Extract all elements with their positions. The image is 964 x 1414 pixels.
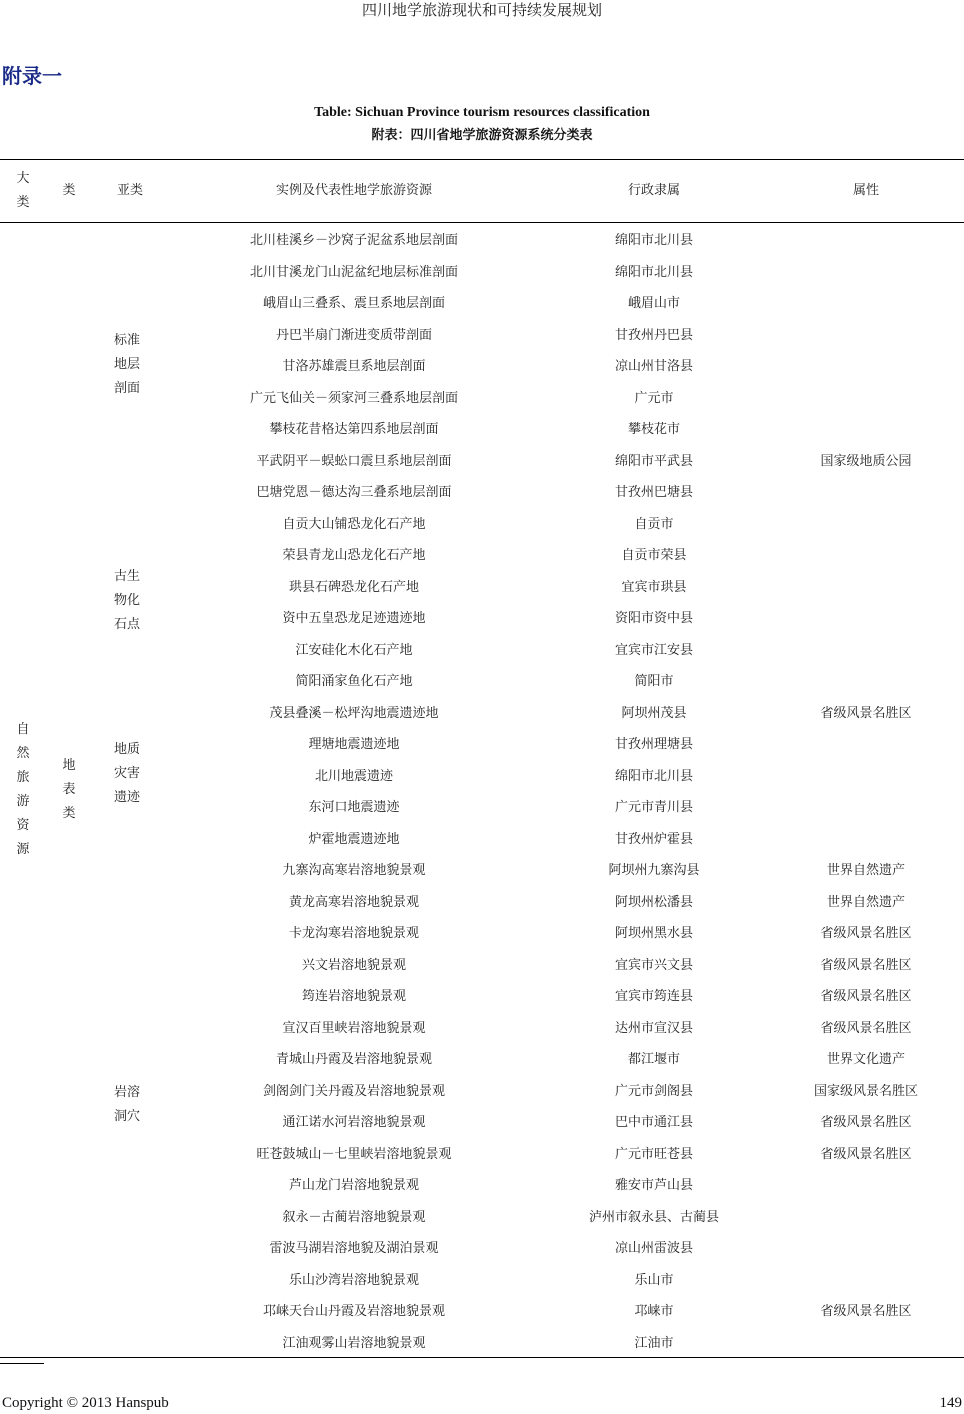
admin-cell: 阿坝州九寨沟县 bbox=[608, 863, 700, 879]
example-cell: 平武阴平－蜈蚣口震旦系地层剖面 bbox=[256, 453, 452, 469]
admin-cell: 宜宾市兴文县 bbox=[614, 957, 693, 973]
example-cell: 芦山龙门岩溶地貌景观 bbox=[288, 1178, 419, 1194]
classification-table-wrapper bbox=[0, 159, 964, 1369]
example-cell: 北川桂溪乡－沙窝子泥盆系地层剖面 bbox=[249, 233, 458, 249]
subclass-cell-standard-strata: 标准 地层 剖面 bbox=[114, 332, 141, 396]
example-cell: 自贡大山铺恐龙化石产地 bbox=[282, 516, 426, 532]
admin-cell: 巴中市通江县 bbox=[614, 1115, 693, 1131]
example-cell: 青城山丹霞及岩溶地貌景观 bbox=[275, 1052, 432, 1068]
example-cell: 炉霍地震遗迹地 bbox=[308, 831, 400, 847]
attribute-cell: 世界自然遗产 bbox=[826, 863, 905, 879]
attribute-cell: 省级风景名胜区 bbox=[820, 957, 912, 973]
example-cell: 剑阁剑门关丹霞及岩溶地貌景观 bbox=[262, 1083, 445, 1099]
example-cell: 卡龙沟寒岩溶地貌景观 bbox=[288, 926, 419, 942]
admin-cell: 阿坝州松潘县 bbox=[614, 894, 693, 910]
admin-cell: 广元市青川县 bbox=[614, 800, 693, 816]
example-cell: 旺苍鼓城山－七里峡岩溶地貌景观 bbox=[256, 1146, 452, 1162]
attribute-cell: 省级风景名胜区 bbox=[820, 1020, 912, 1036]
admin-cell: 自贡市荣县 bbox=[621, 548, 687, 564]
appendix-title: 附录一 bbox=[2, 64, 62, 88]
admin-cell: 宜宾市珙县 bbox=[621, 579, 687, 595]
class-cell: 地 表 类 bbox=[62, 758, 76, 821]
admin-cell: 简阳市 bbox=[634, 674, 674, 690]
page-number: 149 bbox=[939, 1395, 962, 1411]
admin-cell: 雅安市芦山县 bbox=[614, 1178, 693, 1194]
admin-cell: 凉山州甘洛县 bbox=[614, 359, 693, 375]
admin-cell: 甘孜州炉霍县 bbox=[614, 831, 693, 847]
admin-cell: 达州市宣汉县 bbox=[614, 1020, 693, 1036]
example-cell: 雷波马湖岩溶地貌及湖泊景观 bbox=[269, 1241, 439, 1257]
example-cell: 广元飞仙关－须家河三叠系地层剖面 bbox=[249, 390, 458, 406]
admin-cell: 绵阳市北川县 bbox=[614, 768, 693, 784]
admin-cell: 资阳市资中县 bbox=[614, 611, 693, 627]
attribute-cell: 世界文化遗产 bbox=[826, 1052, 905, 1068]
table-row bbox=[0, 853, 964, 885]
attribute-last-scenic: 省级风景名胜区 bbox=[820, 1304, 912, 1319]
example-cell: 巴塘党恩－德达沟三叠系地层剖面 bbox=[256, 485, 452, 501]
header-attribute: 属性 bbox=[768, 160, 964, 223]
example-cell: 峨眉山三叠系、震旦系地层剖面 bbox=[262, 296, 445, 312]
example-cell: 简阳涌家鱼化石产地 bbox=[295, 674, 413, 690]
subclass-cell-disaster: 地质 灾害 遗迹 bbox=[114, 742, 141, 806]
example-cell: 通江诺水河岩溶地貌景观 bbox=[282, 1115, 426, 1131]
example-cell: 宣汉百里峡岩溶地貌景观 bbox=[282, 1020, 426, 1036]
copyright-footer: Copyright © 2013 Hanspub bbox=[2, 1395, 169, 1411]
admin-cell: 绵阳市北川县 bbox=[614, 264, 693, 280]
example-cell: 九寨沟高寒岩溶地貌景观 bbox=[282, 863, 426, 879]
example-cell: 北川地震遗迹 bbox=[314, 768, 393, 784]
admin-cell: 广元市 bbox=[634, 390, 674, 406]
admin-cell: 江油市 bbox=[634, 1335, 674, 1351]
admin-cell: 峨眉山市 bbox=[627, 296, 680, 312]
attribute-cell: 省级风景名胜区 bbox=[820, 1115, 912, 1131]
example-cell: 江安硅化木化石产地 bbox=[295, 642, 413, 658]
running-header: 四川地学旅游现状和可持续发展规划 bbox=[361, 1, 602, 19]
header-major-class: 大 类 bbox=[0, 160, 46, 223]
subclass-cell-karst: 岩溶 洞穴 bbox=[114, 1085, 141, 1124]
table-row bbox=[0, 223, 964, 255]
major-class-cell: 自 然 旅 游 资 源 bbox=[16, 722, 30, 857]
admin-cell: 自贡市 bbox=[634, 516, 674, 532]
example-cell: 珙县石碑恐龙化石产地 bbox=[288, 579, 419, 595]
attribute-cell: 省级风景名胜区 bbox=[820, 989, 912, 1005]
admin-cell: 乐山市 bbox=[634, 1272, 674, 1288]
example-cell: 黄龙高寒岩溶地貌景观 bbox=[288, 894, 419, 910]
admin-cell: 都江堰市 bbox=[627, 1052, 680, 1068]
admin-cell: 凉山州雷波县 bbox=[614, 1241, 693, 1257]
attribute-cell: 世界自然遗产 bbox=[826, 894, 905, 910]
example-cell: 东河口地震遗迹 bbox=[308, 800, 400, 816]
admin-cell: 甘孜州理塘县 bbox=[614, 737, 693, 753]
admin-cell: 宜宾市筠连县 bbox=[614, 989, 693, 1005]
example-cell: 江油观雾山岩溶地貌景观 bbox=[282, 1335, 426, 1351]
example-cell: 资中五皇恐龙足迹遗迹地 bbox=[282, 611, 426, 627]
example-cell: 丹巴半扇门渐进变质带剖面 bbox=[275, 327, 432, 343]
attribute-cell: 省级风景名胜区 bbox=[820, 926, 912, 942]
admin-cell: 广元市剑阁县 bbox=[614, 1083, 693, 1099]
table-header-row bbox=[0, 160, 964, 223]
table-row bbox=[0, 696, 964, 728]
attribute-provincial-scenic: 省级风景名胜区 bbox=[820, 705, 912, 721]
attribute-cell: 国家级风景名胜区 bbox=[813, 1083, 918, 1099]
example-cell: 荣县青龙山恐龙化石产地 bbox=[282, 548, 426, 564]
admin-cell: 甘孜州巴塘县 bbox=[614, 485, 693, 501]
admin-cell: 甘孜州丹巴县 bbox=[614, 327, 693, 343]
attribute-geopark: 国家级地质公园 bbox=[820, 453, 912, 469]
example-cell: 理塘地震遗迹地 bbox=[308, 737, 400, 753]
example-cell: 邛崃天台山丹霞及岩溶地貌景观 bbox=[262, 1304, 445, 1320]
example-cell: 筠连岩溶地貌景观 bbox=[301, 989, 406, 1005]
header-subclass: 亚类 bbox=[92, 160, 168, 223]
admin-cell: 阿坝州茂县 bbox=[621, 705, 687, 721]
admin-cell: 绵阳市平武县 bbox=[614, 453, 693, 469]
header-example: 实例及代表性地学旅游资源 bbox=[168, 160, 540, 223]
admin-cell: 攀枝花市 bbox=[627, 422, 680, 438]
subclass-cell-fossil: 古生 物化 石点 bbox=[114, 569, 141, 632]
admin-cell: 阿坝州黑水县 bbox=[614, 926, 693, 942]
example-cell: 甘洛苏雄震旦系地层剖面 bbox=[282, 359, 426, 375]
example-cell: 乐山沙湾岩溶地貌景观 bbox=[288, 1272, 419, 1288]
table-caption-english: Table: Sichuan Province tourism resources classification bbox=[314, 105, 650, 120]
admin-cell: 泸州市叙永县、古蔺县 bbox=[588, 1209, 719, 1225]
example-cell: 叙永－古蔺岩溶地貌景观 bbox=[282, 1209, 426, 1225]
header-admin: 行政隶属 bbox=[540, 160, 768, 223]
table-caption-chinese: 附表：四川省地学旅游资源系统分类表 bbox=[371, 128, 593, 143]
admin-cell: 绵阳市北川县 bbox=[614, 233, 693, 249]
example-cell: 兴文岩溶地貌景观 bbox=[301, 957, 406, 973]
example-cell: 攀枝花昔格达第四系地层剖面 bbox=[269, 422, 439, 438]
admin-cell: 邛崃市 bbox=[634, 1304, 674, 1320]
header-class: 类 bbox=[46, 160, 92, 223]
admin-cell: 宜宾市江安县 bbox=[614, 642, 693, 658]
classification-table bbox=[0, 159, 964, 1369]
example-cell: 茂县叠溪－松坪沟地震遗迹地 bbox=[269, 705, 439, 721]
example-cell: 北川甘溪龙门山泥盆纪地层标准剖面 bbox=[249, 264, 458, 280]
admin-cell: 广元市旺苍县 bbox=[614, 1146, 693, 1162]
attribute-cell: 省级风景名胜区 bbox=[820, 1146, 912, 1162]
